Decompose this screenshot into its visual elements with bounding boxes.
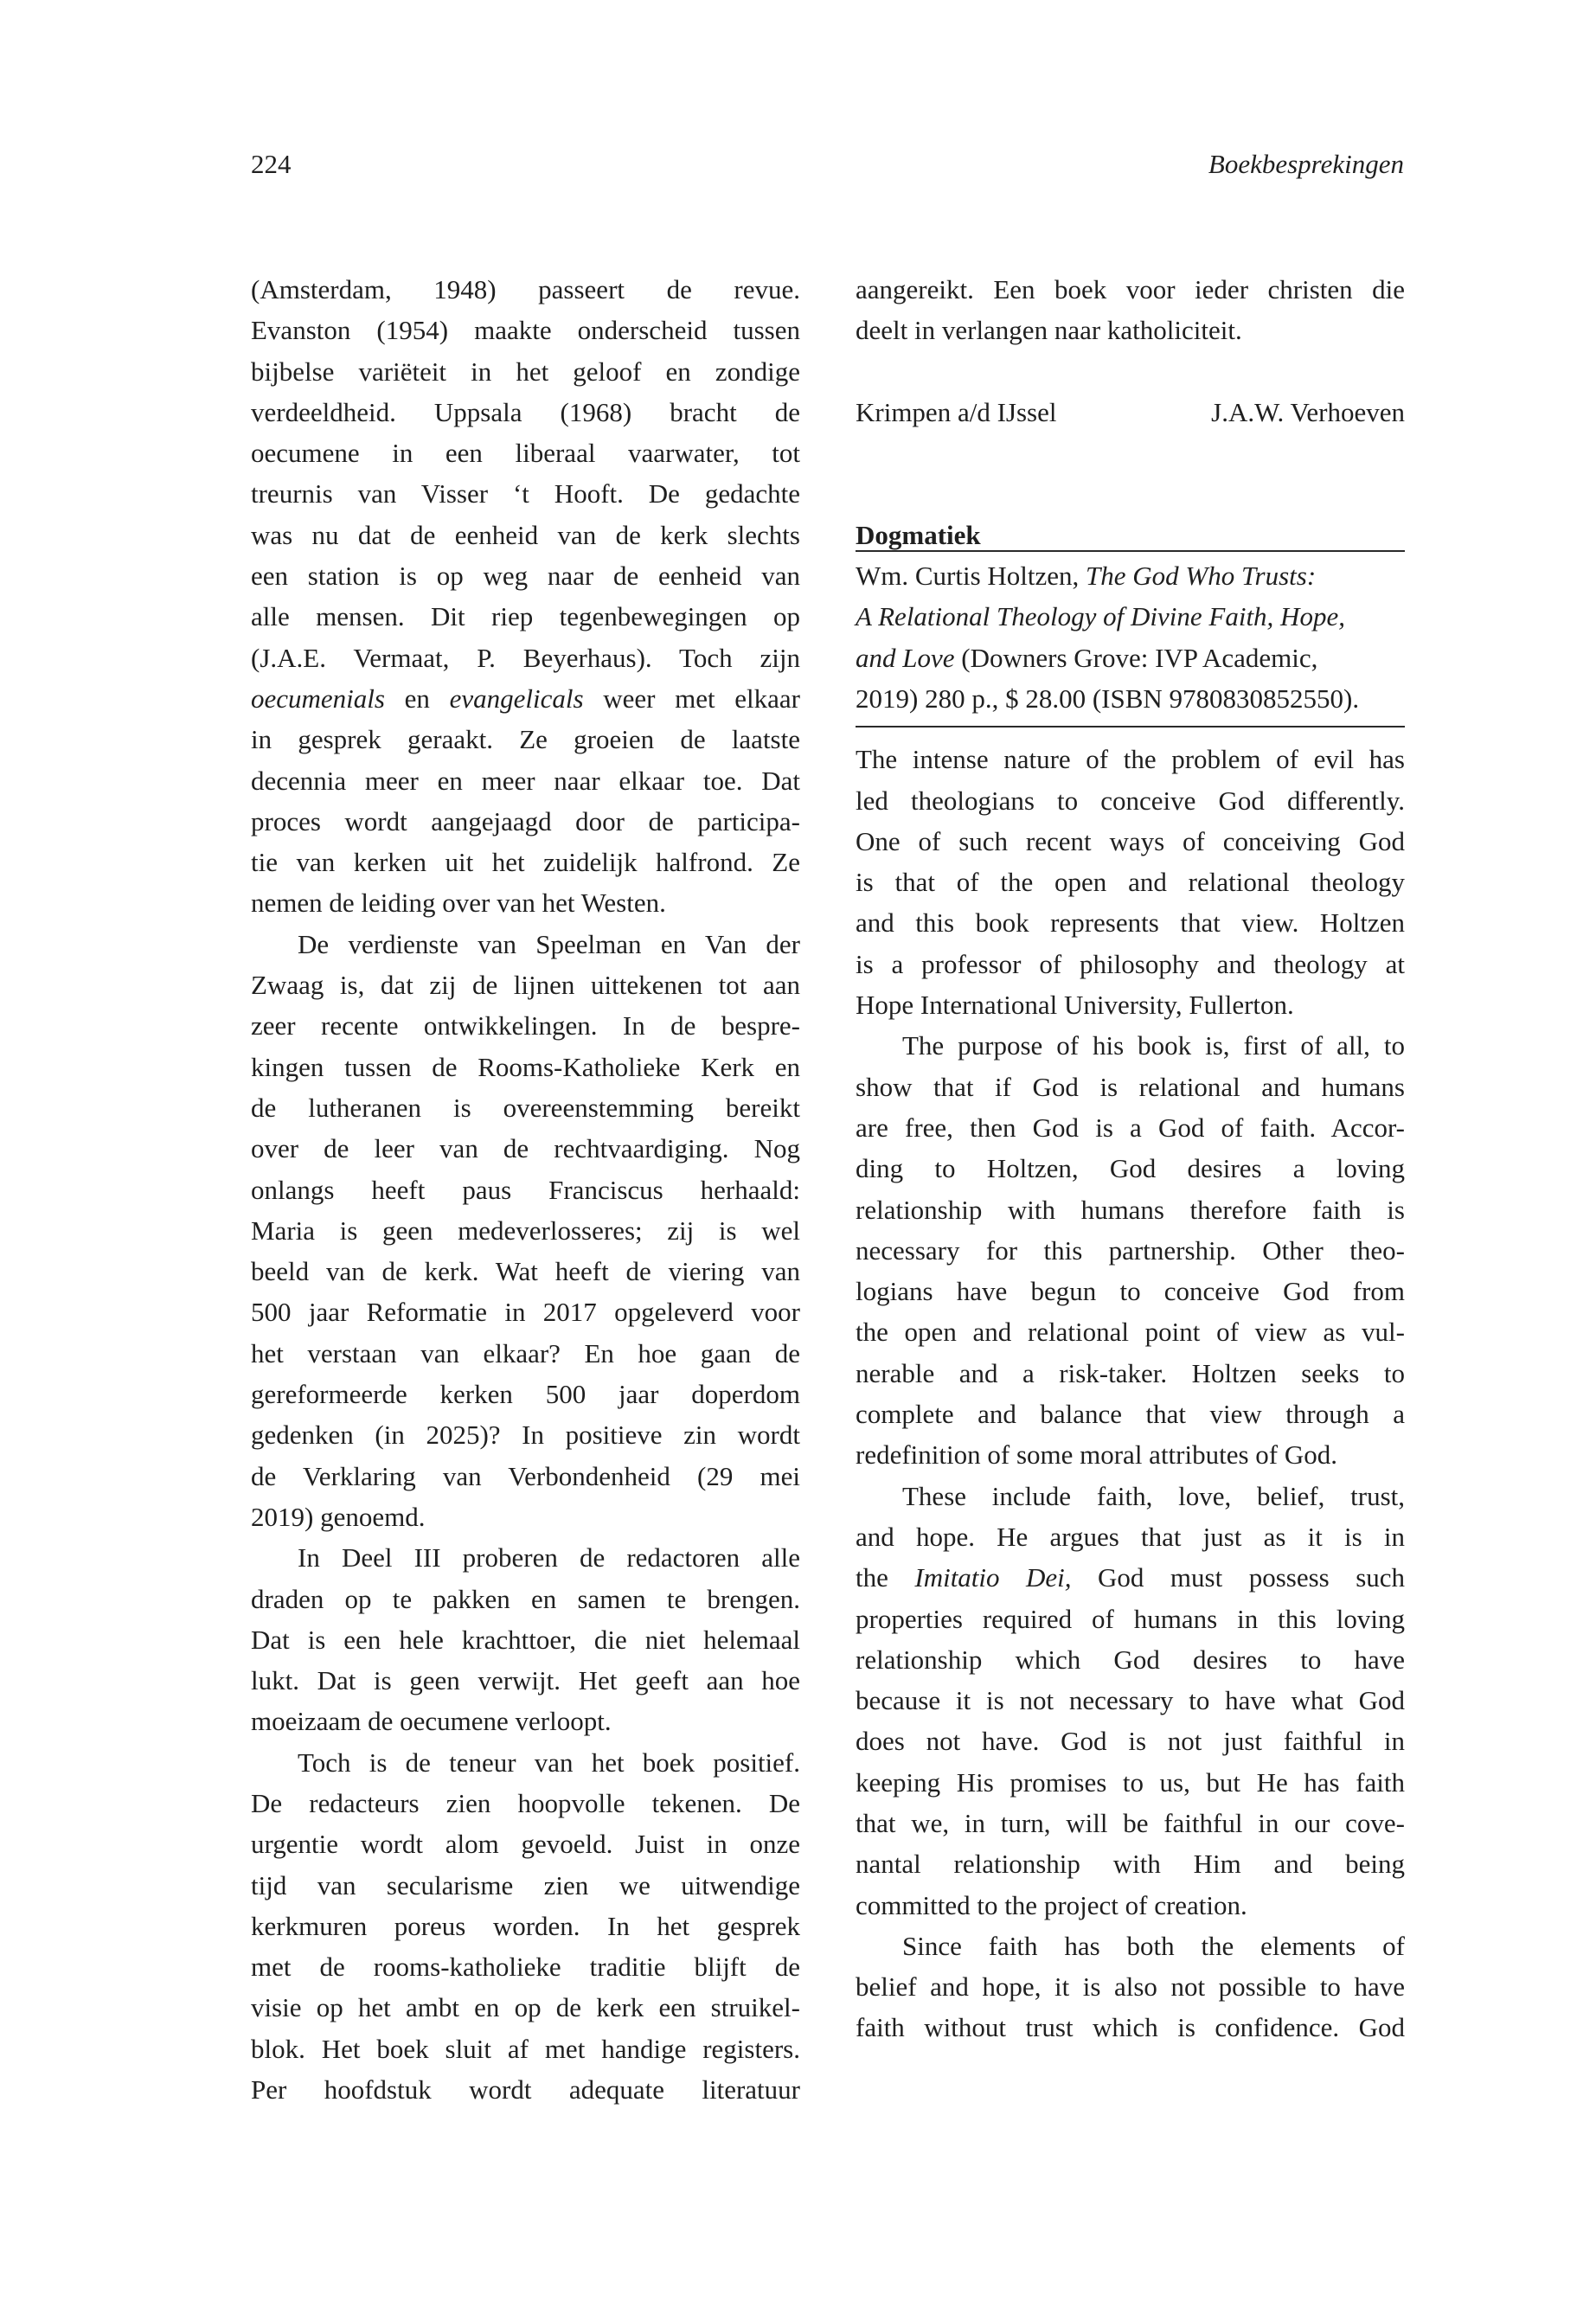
text-line: the open and relational point of view as vul-	[856, 1317, 1405, 1348]
text-line: De verdienste van Speelman en Van der	[298, 928, 800, 959]
text-line: kingen tussen de Rooms-Katholieke Kerk en	[251, 1051, 800, 1082]
text-line: over de leer van de rechtvaardiging. Nog	[251, 1133, 800, 1164]
text-line: (J.A.E. Vermaat, P. Beyerhaus). Toch zijn	[251, 642, 800, 673]
text-line: In Deel III proberen de redactoren alle	[298, 1542, 800, 1574]
text-line: nerable and a risk-taker. Holtzen seeks to	[856, 1357, 1405, 1388]
book-citation	[856, 555, 1405, 719]
text-line: The purpose of his book is, first of all, to	[902, 1030, 1405, 1061]
text-line: nemen de leiding over van het Westen.	[251, 888, 666, 919]
text-line: gereformeerde kerken 500 jaar doperdom	[251, 1379, 800, 1410]
text-line: redefinition of some moral attributes of God.	[856, 1439, 1338, 1471]
review-body	[856, 739, 1405, 2048]
closing-paragraph	[856, 269, 1405, 351]
text-line: blok. Het boek sluit af met handige registers.	[251, 2033, 800, 2064]
text-line: bijbelse variëteit in het geloof en zondige	[251, 356, 800, 387]
text-line: Since faith has both the elements of	[902, 1930, 1405, 1961]
text-line: treurnis van Visser ‘t Hooft. De gedachte	[251, 478, 800, 510]
signature-place: Krimpen a/d IJssel	[856, 396, 1057, 427]
paragraph	[856, 739, 1405, 1025]
text-line: kerkmuren poreus worden. In het gesprek	[251, 1910, 800, 1941]
text-line	[856, 555, 1405, 596]
text-line: zeer recente ontwikkelingen. In de bespre-	[251, 1010, 800, 1042]
divider-rule	[856, 550, 1405, 552]
paragraph	[856, 1025, 1405, 1475]
signature-reviewer: J.A.W. Verhoeven	[1211, 396, 1405, 427]
text-line: 500 jaar Reformatie in 2017 opgeleverd voor	[251, 1297, 800, 1328]
text-line	[251, 678, 800, 719]
text-line: keeping His promises to us, but He has faith	[856, 1766, 1405, 1798]
text-line: aangereikt. Een boek voor ieder christen die	[856, 274, 1405, 304]
paragraph	[856, 269, 1405, 351]
italic-text: A Relational Theology of Divine Faith, Hope,	[856, 601, 1345, 632]
text-line: are free, then God is a God of faith. Accor-	[856, 1112, 1405, 1143]
text-line: led theologians to conceive God differently.	[856, 785, 1405, 816]
text-line: committed to the project of creation.	[856, 1889, 1247, 1920]
text-segment: en	[384, 683, 450, 714]
text-line: tie van kerken uit het zuidelijk halfrond. Ze	[251, 847, 800, 878]
text-line: properties required of humans in this loving	[856, 1603, 1405, 1634]
italic-text: evangelicals	[449, 683, 584, 714]
text-line: necessary for this partnership. Other theo-	[856, 1234, 1405, 1266]
text-line: because it is not necessary to have what God	[856, 1685, 1405, 1716]
text-line: gedenken (in 2025)? In positieve zin wordt	[251, 1420, 800, 1451]
text-line: complete and balance that view through a	[856, 1399, 1405, 1430]
text-line: show that if God is relational and humans	[856, 1071, 1405, 1102]
text-line: Hope International University, Fullerton.	[856, 990, 1294, 1021]
text-line: relationship which God desires to have	[856, 1644, 1405, 1675]
text-line: Zwaag is, dat zij de lijnen uittekenen tot aan	[251, 970, 800, 1001]
italic-text: oecumenials	[251, 683, 385, 714]
text-segment: the	[856, 1562, 915, 1593]
text-line: 2019) 280 p., $ 28.00 (ISBN 9780830852550).	[856, 683, 1360, 714]
text-line: beeld van de kerk. Wat heeft de viering van	[251, 1256, 800, 1287]
text-line: moeizaam de oecumene verloopt.	[251, 1706, 612, 1737]
divider-rule	[856, 726, 1405, 727]
text-line: and this book represents that view. Holtzen	[856, 907, 1405, 939]
text-line: verdeeldheid. Uppsala (1968) bracht de	[251, 396, 800, 427]
text-line: These include faith, love, belief, trust,	[902, 1480, 1405, 1511]
text-line: draden op te pakken en samen te brengen.	[251, 1583, 800, 1614]
right-column	[856, 269, 1405, 2048]
text-line: nantal relationship with Him and being	[856, 1849, 1405, 1880]
italic-text: and Love	[856, 642, 955, 673]
italic-text: The God Who Trusts:	[1086, 561, 1317, 592]
text-line: (Amsterdam, 1948) passeert de revue.	[251, 274, 800, 304]
text-line: and hope. He argues that just as it is in	[856, 1521, 1405, 1552]
text-line: een station is op weg naar de eenheid van	[251, 561, 800, 592]
text-line: Maria is geen medeverlosseres; zij is wel	[251, 1215, 800, 1246]
text-line: Per hoofdstuk wordt adequate literatuur	[251, 2074, 800, 2106]
text-line: logians have begun to conceive God from	[856, 1276, 1405, 1307]
text-segment: weer met elkaar	[583, 683, 800, 714]
text-line: is that of the open and relational theology	[856, 867, 1405, 898]
text-line: The intense nature of the problem of evil has	[856, 744, 1405, 775]
text-line	[856, 638, 1405, 678]
text-line: onlangs heeft paus Franciscus herhaald:	[251, 1174, 800, 1205]
text-line: faith without trust which is confidence. God	[856, 2012, 1405, 2043]
text-line: lukt. Dat is geen verwijt. Het geeft aan hoe	[251, 1665, 800, 1696]
running-title: Boekbesprekingen	[1208, 149, 1404, 179]
paragraph	[856, 1926, 1405, 2048]
text-line: Evanston (1954) maakte onderscheid tussen	[251, 315, 800, 346]
text-line: de Verklaring van Verbondenheid (29 mei	[251, 1460, 800, 1491]
review-signature	[856, 392, 1405, 433]
text-line: that we, in turn, will be faithful in our cove-	[856, 1807, 1405, 1838]
text-line: het verstaan van elkaar? En hoe gaan de	[251, 1337, 800, 1368]
left-column	[251, 269, 800, 2110]
text-line: decennia meer en meer naar elkaar toe. Dat	[251, 765, 800, 796]
text-line: de lutheranen is overeenstemming bereikt	[251, 1092, 800, 1123]
text-line: relationship with humans therefore faith is	[856, 1194, 1405, 1225]
text-line	[856, 596, 1405, 637]
text-line: does not have. God is not just faithful in	[856, 1726, 1405, 1757]
text-line: 2019) genoemd.	[251, 1501, 426, 1532]
italic-text: Imitatio Dei,	[914, 1562, 1072, 1593]
text-segment: God must possess such	[1071, 1562, 1406, 1593]
text-segment: (Downers Grove: IVP Academic,	[954, 642, 1318, 673]
text-line: De redacteurs zien hoopvolle tekenen. De	[251, 1787, 800, 1818]
text-line: proces wordt aangejaagd door de participa-	[251, 805, 800, 836]
text-line: tijd van secularisme zien we uitwendige	[251, 1869, 800, 1900]
text-line: ding to Holtzen, God desires a loving	[856, 1153, 1405, 1184]
text-line: Dat is een hele krachttoer, die niet helemaal	[251, 1624, 800, 1655]
text-line: is a professor of philosophy and theology at	[856, 948, 1405, 979]
paragraph	[251, 1742, 800, 2111]
text-line: One of such recent ways of conceiving God	[856, 825, 1405, 856]
text-line: oecumene in een liberaal vaarwater, tot	[251, 438, 800, 469]
paragraph	[251, 269, 800, 924]
paragraph	[251, 924, 800, 1537]
text-line: belief and hope, it is also not possible to have	[856, 1971, 1405, 2003]
text-segment: Wm. Curtis Holtzen,	[856, 561, 1086, 592]
text-line: met de rooms-katholieke traditie blijft de	[251, 1952, 800, 1983]
text-line: was nu dat de eenheid van de kerk slechts	[251, 519, 800, 550]
paragraph	[856, 1476, 1405, 1926]
text-line: in gesprek geraakt. Ze groeien de laatste	[251, 724, 800, 755]
page-number: 224	[251, 149, 292, 179]
text-line: Toch is de teneur van het boek positief.	[298, 1747, 800, 1778]
text-line: urgentie wordt alom gevoeld. Juist in onze	[251, 1829, 800, 1860]
text-line	[856, 1557, 1405, 1598]
text-line: alle mensen. Dit riep tegenbewegingen op	[251, 601, 800, 632]
paragraph	[251, 1537, 800, 1741]
section-heading: Dogmatiek	[856, 519, 981, 550]
text-line: deelt in verlangen naar katholiciteit.	[856, 315, 1242, 346]
text-line: visie op het ambt en op de kerk een struikel-	[251, 1992, 800, 2023]
